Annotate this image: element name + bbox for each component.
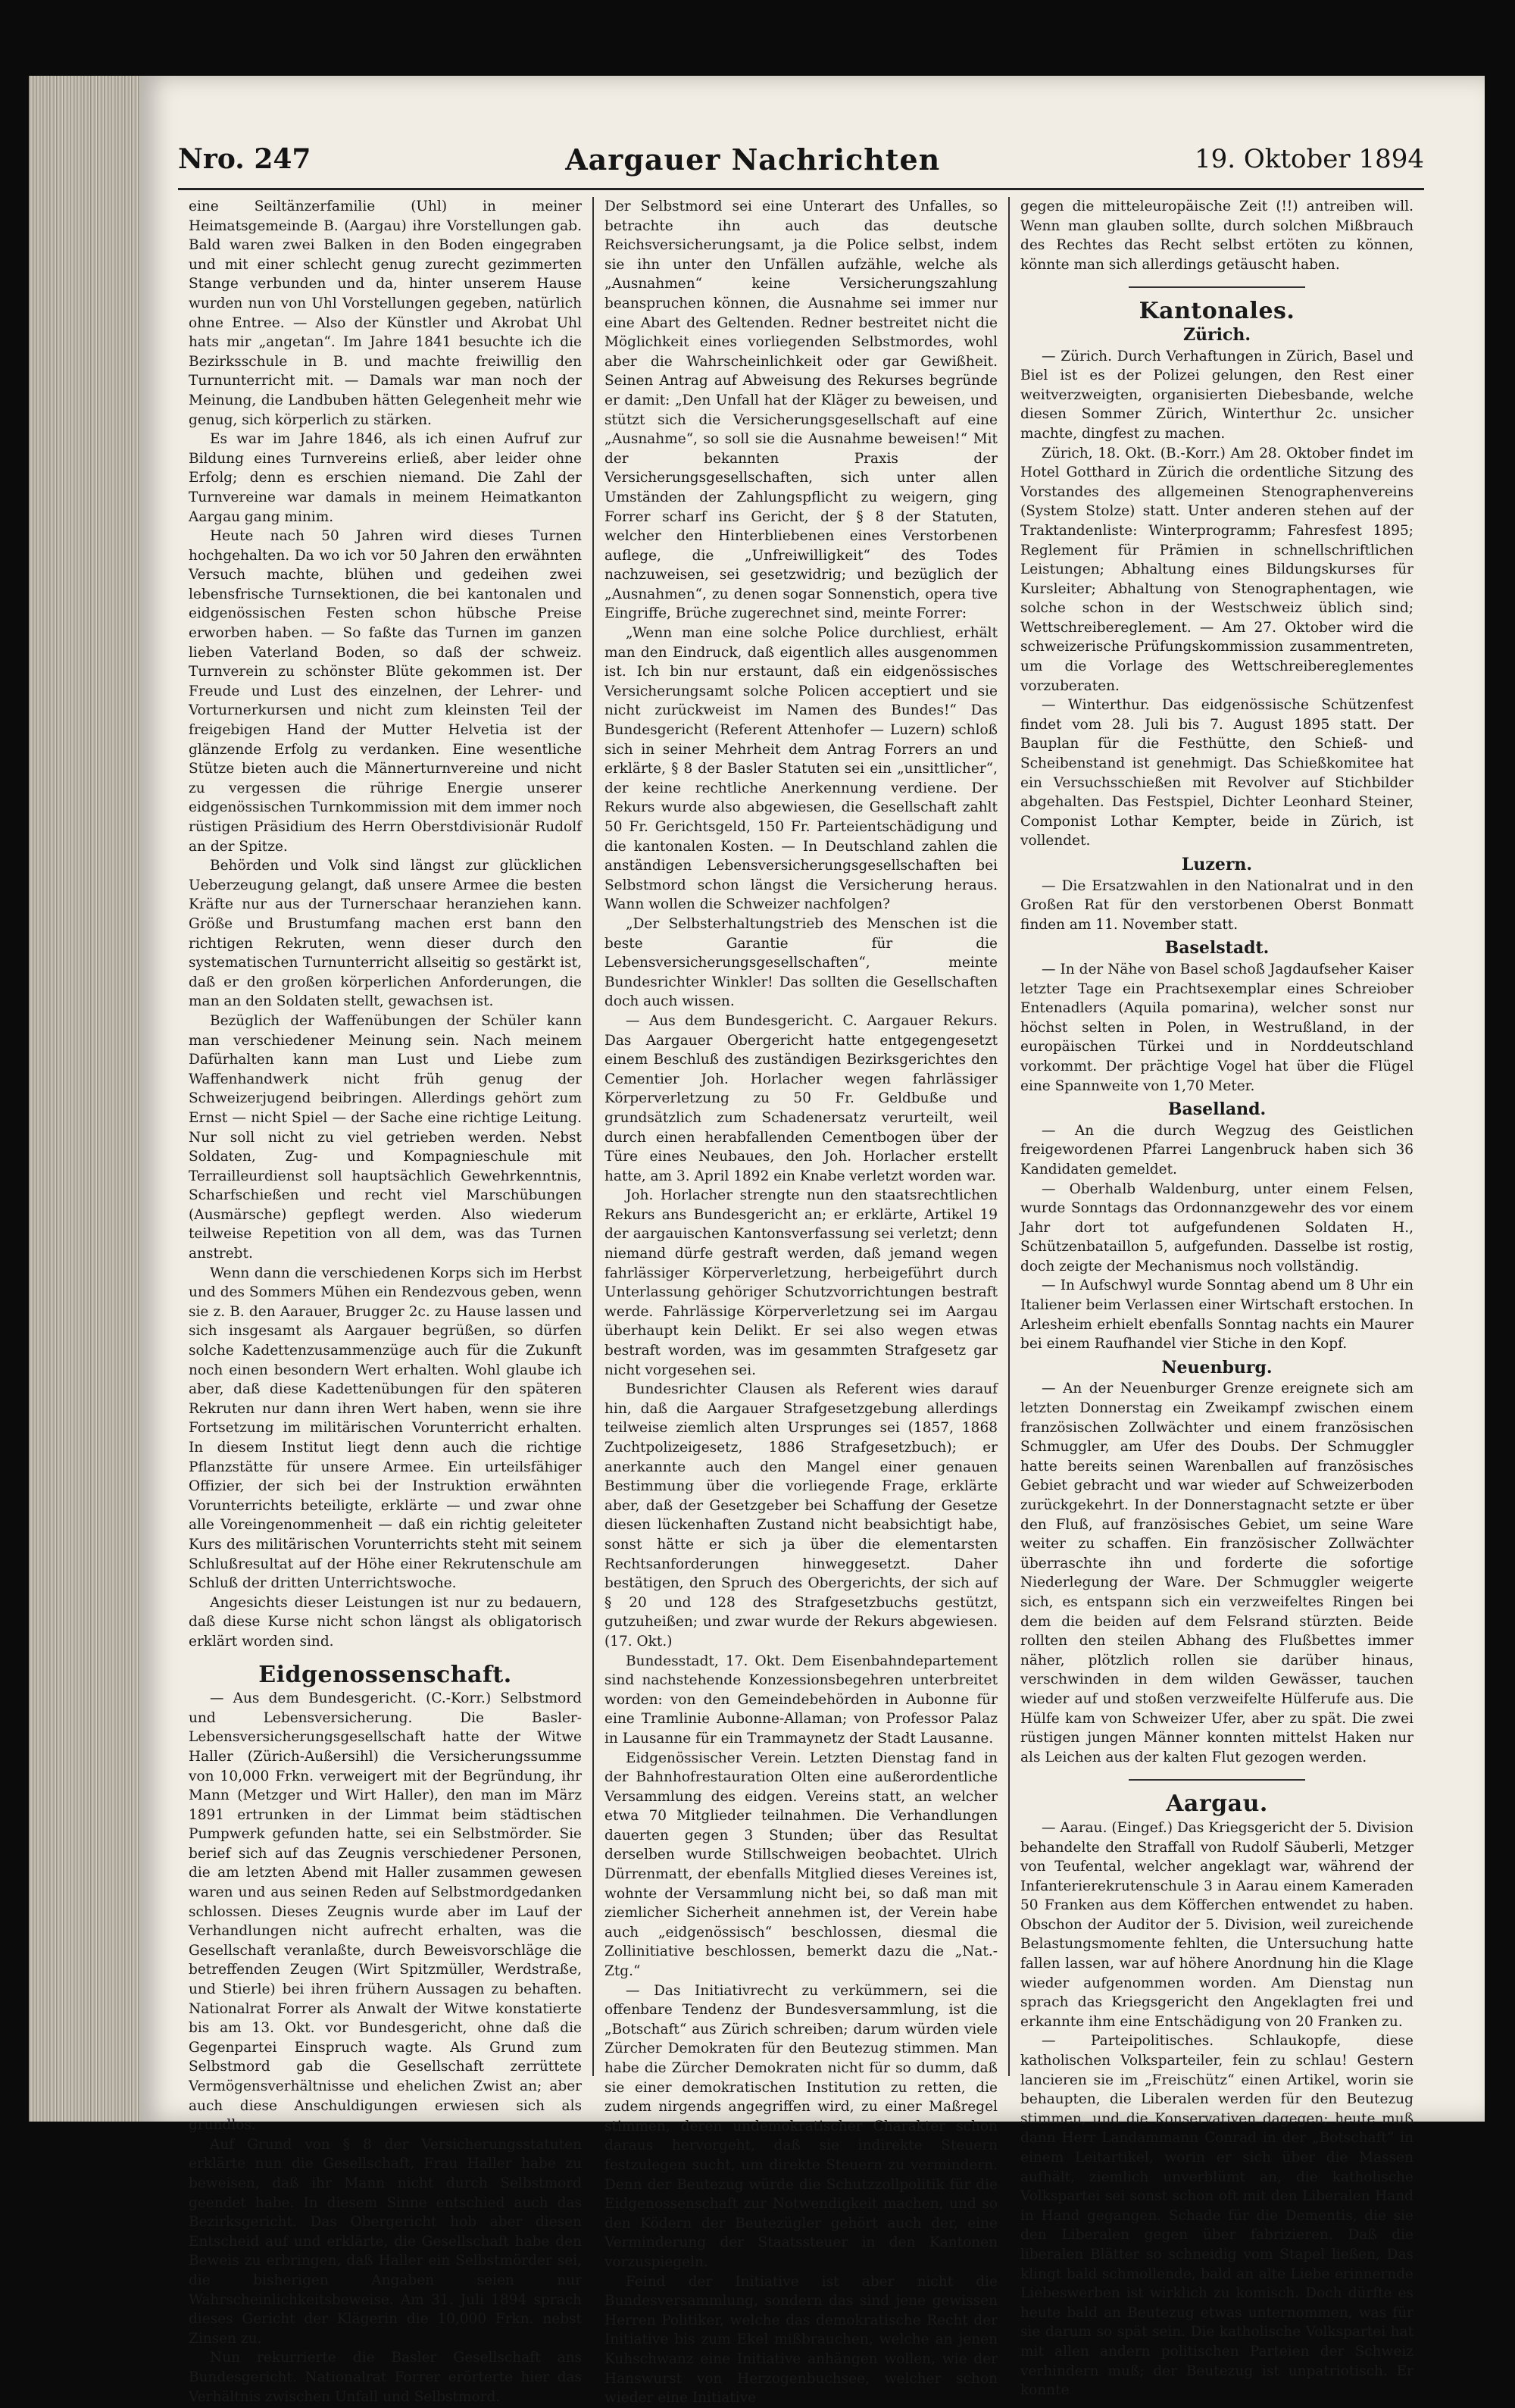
paragraph: — Winterthur. Das eidgenössische Schützenfest findet vom 28. Juli bis 7. August 1895 statt. Der Bauplan für die Festhütte, den Schieß- und Scheibenstand ist genehmigt. Das Schießkomitee hat ein Versuchsschießen mit Revolver auf Stichbilder abgehalten. Das Festspiel, Dichter Leonhard Steiner, Componist Lothar Kempter, beide in Zürich, ist vollendet. (1020, 697, 1413, 849)
paragraph: gegen die mitteleuropäische Zeit (!!) antreiben will. Wenn man glauben sollte, durch solchen Mißbrauch des Rechtes das Recht selbst ertöten zu können, könnte man sich allerdings getäuscht haben. (1020, 199, 1413, 273)
section-heading-aargau: Aargau. (1166, 1790, 1268, 1818)
paragraph: — In Aufschwyl wurde Sonntag abend um 8 Uhr ein Italiener beim Verlassen einer Wirtschaft erstochen. In Arlesheim erhielt ebenfalls Sonntag nachts ein Maurer bei einem Raufhandel vier Stiche in den Kopf. (1020, 1277, 1413, 1353)
paragraph: Bundesstadt, 17. Okt. Dem Eisenbahndepartement sind nachstehende Konzessionsbegehren unterbreitet worden: von den Gemeindebehörden in Aubonne für eine Tramlinie Aubonne-Allaman; von Professor Palaz in Lausanne für ein Trammaynetz der Stadt Lausanne. (604, 1653, 998, 1747)
subheading-luzern: Luzern. (1181, 855, 1253, 874)
column-3 (1008, 197, 1424, 2399)
paragraph: eine Seiltänzerfamilie (Uhl) in meiner Heimatsgemeinde B. (Aargau) ihre Vorstellungen gab. Bald waren zwei Balken in den Boden eingegraben und mit einer schlecht genug zurecht gezimmerten Stange verbunden und da, hinter unserem Hause wurden nun von Uhl Vorstellungen gegeben, natürlich ohne Entree. — Also der Künstler und Akrobat Uhl hats mir „angetan“. Im Jahre 1841 besuchte ich die Bezirksschule in B. und machte freiwillig den Turnunterricht mit. — Damals war man noch der Meinung, die Landbuben hätten Gelegenheit mehr wie genug, sich körperlich zu stärken. (189, 199, 582, 428)
paragraph: Bundesrichter Clausen als Referent wies darauf hin, daß die Aargauer Strafgesetzgebung allerdings teilweise ziemlich alten Ursprunges sei (1857, 1868 Zuchtpolizeigesetz, 1886 Strafgesetzbuch); er anerkannte auch den Mangel einer genauen Bestimmung über die vorliegende Frage, erklärte aber, daß der Gesetzgeber bei Schaffung der Gesetze diesen lückenhaften Zustand nicht beabsichtigt habe, sonst hätte er sich ja über die elementarsten Rechtsanforderungen hinweggesetzt. Daher bestätigen, den Spruch des Obergerichts, der sich auf § 20 und 128 des Strafgesetzbuchs gestützt, gutzuheißen; und zwar wurde der Rekurs abgewiesen. (17. Okt.) (604, 1381, 998, 1650)
page-header (178, 136, 1424, 182)
paragraph: — In der Nähe von Basel schoß Jagdaufseher Kaiser letzter Tage ein Prachtsexemplar eines Schreiober Entenadlers (Aquila pomarina), welcher sonst nur höchst selten in Polen, in Westrußland, in der europäischen Türkei und in Norddeutschland vorkommt. Der prächtige Vogel hat über die Flügel eine Spannweite von 1,70 Meter. (1020, 961, 1413, 1094)
paragraph: Heute nach 50 Jahren wird dieses Turnen hochgehalten. Da wo ich vor 50 Jahren den erwähnten Versuch machte, blühen und gedeihen zwei lebensfrische Turnsektionen, die bei kantonalen und eidgenössischen Festen schon hübsche Preise erworben haben. — So faßte das Turnen im ganzen lieben Vaterland Boden, so daß der schweiz. Turnverein zu schönster Blüte gekommen ist. Der Freude und Lust des einzelnen, der Lehrer- und Vorturnerkursen und nicht zum kleinsten Teil der freigebigen Hand der Mutter Helvetia ist der glänzende Erfolg zu verdanken. Eine wesentliche Stütze bieten auch die Männerturnvereine und nicht zu vergessen die rührige Energie unserer eidgenössischen Turnkommission mit dem immer noch rüstigen Präsidium des Herrn Oberstdivisionär Rudolf an der Spitze. (189, 528, 582, 855)
column-1 (178, 197, 592, 2405)
paragraph: Angesichts dieser Leistungen ist nur zu bedauern, daß diese Kurse nicht schon längst als obligatorisch erklärt worden sind. (189, 1594, 582, 1650)
subheading-baselland: Baselland. (1167, 1099, 1267, 1120)
paragraph: Der Selbstmord sei eine Unterart des Unfalles, so betrachte ihn auch das deutsche Reichsversicherungsamt, ja die Police selbst, indem sie ihn unter den Unfällen aufzähle, welche als „Ausnahmen“ keine Versicherungszahlung beanspruchen können, die Ausnahme sei immer nur eine Abart des Geltenden. Redner bestreitet nicht die Möglichkeit eines vorliegenden Selbstmordes, wohl aber die Wahrscheinlichkeit oder gar Gewißheit. Seinen Antrag auf Abweisung des Rekurses begründe er damit: „Den Unfall hat der Kläger zu beweisen, und stützt sich die Versicherungsgesellschaft auf eine „Ausnahme“, so soll sie die Ausnahme beweisen!“ Mit der bekannten Praxis der Versicherungsgesellschaften, sich unter allen Umständen der Zahlungspflicht zu weigern, ging Forrer scharf ins Gericht, der § 8 der Statuten, welcher den Hinterbliebenen eines Verstorbenen auflege, die „Unfreiwilligkeit“ des Todes nachzuweisen, sei gesetzwidrig; und bezüglich der „Ausnahmen“, zu denen sogar Sonnenstich, opera tive Eingriffe, Brüche zugerechnet sind, meinte Forrer: (604, 199, 998, 622)
paragraph: Nun rekurrierte die Basler Gesellschaft ans Bundesgericht. Nationalrat Forrer erörterte hier das Verhältnis zwischen Unfall und Selbstmord. (189, 2350, 582, 2405)
paragraph: — Aus dem Bundesgericht. (C.-Korr.) Selbstmord und Lebensversicherung. Die Basler-Lebensversicherungsgesellschaft hatte der Witwe Haller (Zürich-Außersihl) die Versicherungssumme von 10,000 Frkn. verweigert mit der Begründung, ihr Mann (Metzger und Wirt Haller), den man im März 1891 ertrunken in der Limmat beim städtischen Pumpwerk gefunden hatte, sei ein Selbstmörder. Sie berief sich auf das Zeugnis verschiedener Personen, die am letzten Abend mit Haller zusammen gewesen waren und aus seinen Reden auf Selbstmordgedanken schlossen. Dieses Zeugnis wurde aber im Lauf der Verhandlungen nicht aufrecht erhalten, was die Gesellschaft veranlaßte, durch Beweisvorschläge die betreffenden Zeugen (Wirt Spitzmüller, Werdstraße, und Stierle) bei ihren frühern Aussagen zu behaften. Nationalrat Forrer als Anwalt der Witwe konstatierte bis am 13. Okt. vor Bundesgericht, ohne daß die Gegenpartei Einspruch wagte. Als Grund zum Selbstmord gab die Gesellschaft zerrüttete Vermögensverhältnisse und ehelichen Zwist an; aber auch diese Anschuldigungen erwiesen sich als grundlos. (189, 1690, 582, 2134)
paragraph: — Oberhalb Waldenburg, unter einem Felsen, wurde Sonntags das Ordonnanzgewehr des vor einem Jahr dort tot aufgefundenen Soldaten H., Schützenbataillon 5, aufgefunden. Dasselbe ist rostig, doch zeigte der Mechanismus noch vollständig. (1020, 1181, 1413, 1274)
paragraph: Bezüglich der Waffenübungen der Schüler kann man verschiedener Meinung sein. Nach meinem Dafürhalten kann man Lust und Liebe zum Waffenhandwerk nicht früh genug der Schweizerjugend beibringen. Allerdings gehört zum Ernst — nicht Spiel — der Sache eine richtige Leitung. Nur soll nicht zu viel getrieben werden. Nebst Soldaten, Zug- und Kompagnieschule mit Terrailleurdienst soll hauptsächlich Gewehrkenntnis, Scharfschießen und recht viel Marschübungen (Ausmärsche) gepflegt werden. Also wiederum teilweise Repetition von all dem, was das Turnen anstrebt. (189, 1012, 582, 1262)
divider (1129, 1779, 1306, 1781)
divider (1129, 286, 1306, 288)
paragraph: Wenn dann die verschiedenen Korps sich im Herbst und des Sommers Mühen ein Rendezvous geben, wenn sie z. B. den Aarauer, Brugger 2c. zu Hause lassen und sich insgesamt als Aargauer begrüßen, so dürfen solche Kadettenzusammenzüge auch für die Zukunft noch einen besondern Wert erhalten. Wohl glaube ich aber, daß diese Kadettenübungen für den späteren Rekruten nur dann ihren Wert haben, wenn sie ihre Fortsetzung im militärischen Vorunterricht erhalten. In diesem Institut liegt denn auch die richtige Pflanzstätte für unsere Armee. Ein urteilsfähiger Offizier, der sich bei der Instruktion erwähnten Vorunterrichts beteiligte, erklärte — und zwar ohne alle Voreingenommenheit — daß ein richtig geleiteter Kurs des militärischen Vorunterrichts steht mit seinem Schlußresultat auf der Höhe einer Rekrutenschule am Schluß der dritten Unterrichtswoche. (189, 1265, 582, 1592)
paragraph: — Parteipolitisches. Schlaukopfe, diese katholischen Volksparteiler, fein zu schlau! Gestern lancieren sie im „Freischütz“ einen Artikel, worin sie behaupten, die Liberalen werden für den Beutezug stimmen, und die Konservativen dagegen; heute muß dann Herr Landammann Conrad in der „Botschaft“ in einem Leitartikel, worin er sich über die Massen aufhält, ziemlich unverblümt an, die katholische Volkspartei sei sonst schon oft mit den Liberalen Hand in Hand gegangen. Schade für die Dementis, die sie den Liberalen gegen über fabrizieren. Daß die liberalen Blätter so schneidig vom Stapel ließen, Das klingt bald schmollende, bald an alte Liebe erinnernde Liebeswerben ist wirklich zu komisch. Doch dürfte es heute bald an Beutezug etwas unternommen, was für sie darum so spät sein. Die katholische Volkspartei hat mit allen andern politischen Parteien der Schweiz verhindern muß; der Beutezug ist unpatriotisch. Er konnte (1020, 2033, 1413, 2399)
paragraph: — Aarau. (Eingef.) Das Kriegsgericht der 5. Division behandelte den Straffall von Rudolf Säuberli, Metzger von Teufental, welcher angeklagt war, während der Infanterierekrutenschule 3 in Aarau einem Kameraden 50 Franken aus dem Köfferchen entwendet zu haben. Obschon der Auditor der 5. Division, weil zureichende Belastungsmomente fehlten, die Untersuchung hatte fallen lassen, war auf höhere Anordnung hin die Klage wieder aufgenommen worden. Am Dienstag nun sprach das Kriegsgericht den Angeklagten frei und erkannte ihm eine Entschädigung von 20 Franken zu. (1020, 1819, 1413, 2030)
paragraph: Zürich, 18. Okt. (B.-Korr.) Am 28. Oktober findet im Hotel Gotthard in Zürich die ordentliche Sitzung des Vorstandes des allgemeinen Stenographenvereins (System Stolze) statt. Unter anderen stehen auf der Traktandenliste: Winterprogramm; Fahresfest 1895; Reglement für Prämien in schnellschriftlichen Leistungen; Abhaltung eines Bildungskurses für Kursleiter; Abhaltung von Stenographentagen, wie solche schon in der Westschweiz üblich sind; Wettschreibereglement. — Am 27. Oktober wird die schweizerische Prüfungskommission zusammentreten, um die Vorlage des Wettschreibereglementes vorzuberaten. (1020, 445, 1413, 694)
issue-date: 19. Oktober 1894 (1195, 144, 1424, 174)
paragraph: Behörden und Volk sind längst zur glücklichen Ueberzeugung gelangt, daß unsere Armee die besten Kräfte nur aus der Turnerschaar heranziehen kann. Größe und Brustumfang machen erst bann den richtigen Rekruten, wenn dieser durch den systematischen Turnunterricht allseitig so gestärkt ist, daß er den großen körperlichen Anforderungen, die man an den Soldaten stellt, gewachsen ist. (189, 858, 582, 1010)
paragraph: Feind der Initiative ist aber nicht die Bundesversammlung, sondern das sind jene gewissen Herren Politiker, welche das demokratische Recht der Initiative bis zum Ekel mißbrauchen, welche an jenen Kuhschwanz eine Initiative anhängen wollen, wie der Hanswurst von Herzogenbuchsee, welcher schon wieder eine Initiative (604, 2273, 998, 2406)
subheading-zuerich: Zürich. (1182, 324, 1251, 345)
paragraph: Eidgenössischer Verein. Letzten Dienstag fand in der Bahnhofrestauration Olten eine außerordentliche Versammlung des eidgen. Vereins statt, an welcher etwa 70 Mitglieder teilnahmen. Die Verhandlungen dauerten gegen 3 Stunden; über das Resultat derselben wurde Stillschweigen beobachtet. Ulrich Dürrenmatt, der ebenfalls Mitglied dieses Vereines ist, wohnte der Versammlung nicht bei, so daß man mit ziemlicher Sicherheit annehmen ist, der Verein habe auch „eidgenössisch“ beschlossen, diesmal die Zollinitiative beschlossen, bemerkt dazu die „Nat.-Ztg.“ (604, 1750, 998, 1980)
paragraph: — An die durch Wegzug des Geistlichen freigewordenen Pfarrei Langenbruck haben sich 36 Kandidaten gemeldet. (1020, 1122, 1413, 1177)
paragraph: — An der Neuenburger Grenze ereignete sich am letzten Donnerstag ein Zweikampf zwischen einem französischen Zollwächter und einem französischen Schmuggler, am Ufer des Doubs. Der Schmuggler hatte bereits seinen Warenballen auf französisches Gebiet gebracht und war wieder auf Schweizerboden zurückgekehrt. In der Donnerstagnacht setzte er über den Fluß, auf französisches Gebiet, um seine Ware weiter zu schaffen. Ein französischer Zollwächter überraschte ihn und forderte die sofortige Niederlegung der Ware. Der Schmuggler weigerte sich, es entspann sich ein verzweifeltes Ringen bei dem die beiden auf dem Felsrand stürzten. Beide rollten den steilen Abhang des Flußbettes immer näher, plötzlich rollen sie darüber hinaus, verschwinden in dem wilden Gewässer, tauchen wieder auf und stoßen verzweifelte Hülferufe aus. Die Hülfe kam von Schweizer Ufer, aber zu spät. Die zwei rüstigen jungen Männer konnten mittelst Haken nur als Leichen aus der kalten Flut gezogen werden. (1020, 1381, 1413, 1765)
paragraph: Es war im Jahre 1846, als ich einen Aufruf zur Bildung eines Turnvereins erließ, aber leider ohne Erfolg; denn es erschien niemand. Die Zahl der Turnvereine war damals in meinem Heimatkanton Aargau gang minim. (189, 431, 582, 525)
book-page-edges (29, 76, 142, 2122)
paragraph: — Aus dem Bundesgericht. C. Aargauer Rekurs. Das Aargauer Obergericht hatte entgegengesetzt einem Beschluß des zuständigen Bezirksgerichtes den Cementier Joh. Horlacher wegen fahrlässiger Körperverletzung zu 50 Fr. Geldbuße und grundsätzlich zum Schadenersatz verurteilt, weil durch einen herabfallenden Cementbogen über der Türe eines Neubaues, den Joh. Horlacher erstellt hatte, am 3. April 1892 ein Knabe verletzt worden war. (604, 1012, 998, 1184)
paragraph: Joh. Horlacher strengte nun den staatsrechtlichen Rekurs ans Bundesgericht an; er erklärte, Artikel 19 der aargauischen Kantonsverfassung sei verletzt; denn niemand dürfe gestraft werden, daß jemand wegen fahrlässiger Körperverletzung, herbeigeführt durch Unterlassung gehöriger Schutzvorrichtungen bestraft werde. Fahrlässige Körperverletzung sei im Aargau überhaupt kein Delikt. Er sei also wegen etwas bestraft worden, was im gesammten Strafgesetz gar nicht vorgesehen sei. (604, 1187, 998, 1378)
text-columns (178, 197, 1424, 2406)
subheading-neuenburg: Neuenburg. (1161, 1357, 1273, 1378)
newspaper-title: Aargauer Nachrichten (565, 142, 941, 177)
section-heading-eidgenossenschaft: Eidgenossenschaft. (258, 1661, 512, 1688)
newspaper-page (140, 76, 1485, 2406)
subheading-baselstadt: Baselstadt. (1164, 938, 1270, 959)
section-heading-kantonales: Kantonales. (1139, 298, 1295, 325)
paragraph: Auf Grund von § 8 der Versicherungsstatuten erklärte nun die Gesellschaft, Frau Haller habe zu beweisen, daß ihr Mann nicht durch Selbstmord geendet habe. In diesem Sinne entschied auch das Bezirksgericht. Das Obergericht hob aber diesen Entscheid auf und erklärte, die Gesellschaft habe den Beweis zu erbringen, daß Haller ein Selbstmörder sei, die bisherigen Angaben seien nur Wahrscheinlichkeitsbeweise. Am 31. Juli 1894 sprach dieses Gericht der Klägerin die 10,000 Frkn. nebst Zinsen zu. (189, 2136, 582, 2347)
paragraph: „Wenn man eine solche Police durchliest, erhält man den Eindruck, daß eigentlich alles ausgenommen ist. Ich bin nur erstaunt, daß ein eidgenössisches Versicherungsamt solche Policen acceptiert und sie nicht zurückweist im Namen des Bundes!“ Das Bundesgericht (Referent Attenhofer — Luzern) schloß sich in seiner Mehrheit dem Antrag Forrers an und erklärte, § 8 der Basler Statuten sei ein „unsittlicher“, der keine rechtliche Anerkennung verdiene. Der Rekurs wurde also abgewiesen, die Gesellschaft zahlt 50 Fr. Gerichtsgeld, 150 Fr. Parteientschädigung und die kantonalen Kosten. — In Deutschland zahlen die anständigen Lebensversicherungsgesellschaften bei Selbstmord schon längst die Versicherung heraus. Wann wollen die Schweizer nachfolgen? (604, 625, 998, 913)
issue-number: Nro. 247 (178, 143, 311, 175)
paragraph: — Zürich. Durch Verhaftungen in Zürich, Basel und Biel ist es der Polizei gelungen, den Rest einer weitverzweigten, organisierten Diebesbande, welche diesen Sommer Zürich, Winterthur 2c. unsicher machte, dingfest zu machen. (1020, 348, 1413, 442)
paragraph: „Der Selbsterhaltungstrieb des Menschen ist die beste Garantie für die Lebensversicherungsgesellschaften“, meinte Bundesrichter Winkler! Das sollten die Gesellschaften doch auch wissen. (604, 915, 998, 1010)
column-2 (592, 197, 1008, 2406)
paragraph: — Die Ersatzwahlen in den Nationalrat und in den Großen Rat für den verstorbenen Oberst Bonmatt finden am 11. November statt. (1020, 877, 1413, 933)
paragraph: — Das Initiativrecht zu verkümmern, sei die offenbare Tendenz der Bundesversammlung, ist die „Botschaft“ aus Zürich schreiben; darum würden viele Zürcher Demokraten für den Beutezug stimmen. Man habe die Zürcher Demokraten nicht für so dumm, daß sie einer demokratischen Institution zu retten, die zudem nirgends angegriffen wird, zu einer Maßregel stimmen, deren undemokratischer Charakter schon daraus hervorgeht, daß sie indirekte Steuern festzulegen sucht, um direkte Steuern zu vermindern. Denn der Beutezug würde die Schutzzollpolitik für die Eidgenossenschaft zur Notwendigkeit machen, und so den Ködern der Beutezügler gehört auch der, eine Verminderung der Staatssteuer in den Kantonen vorzuspiegeln. (604, 1982, 998, 2270)
header-rule (178, 188, 1424, 190)
